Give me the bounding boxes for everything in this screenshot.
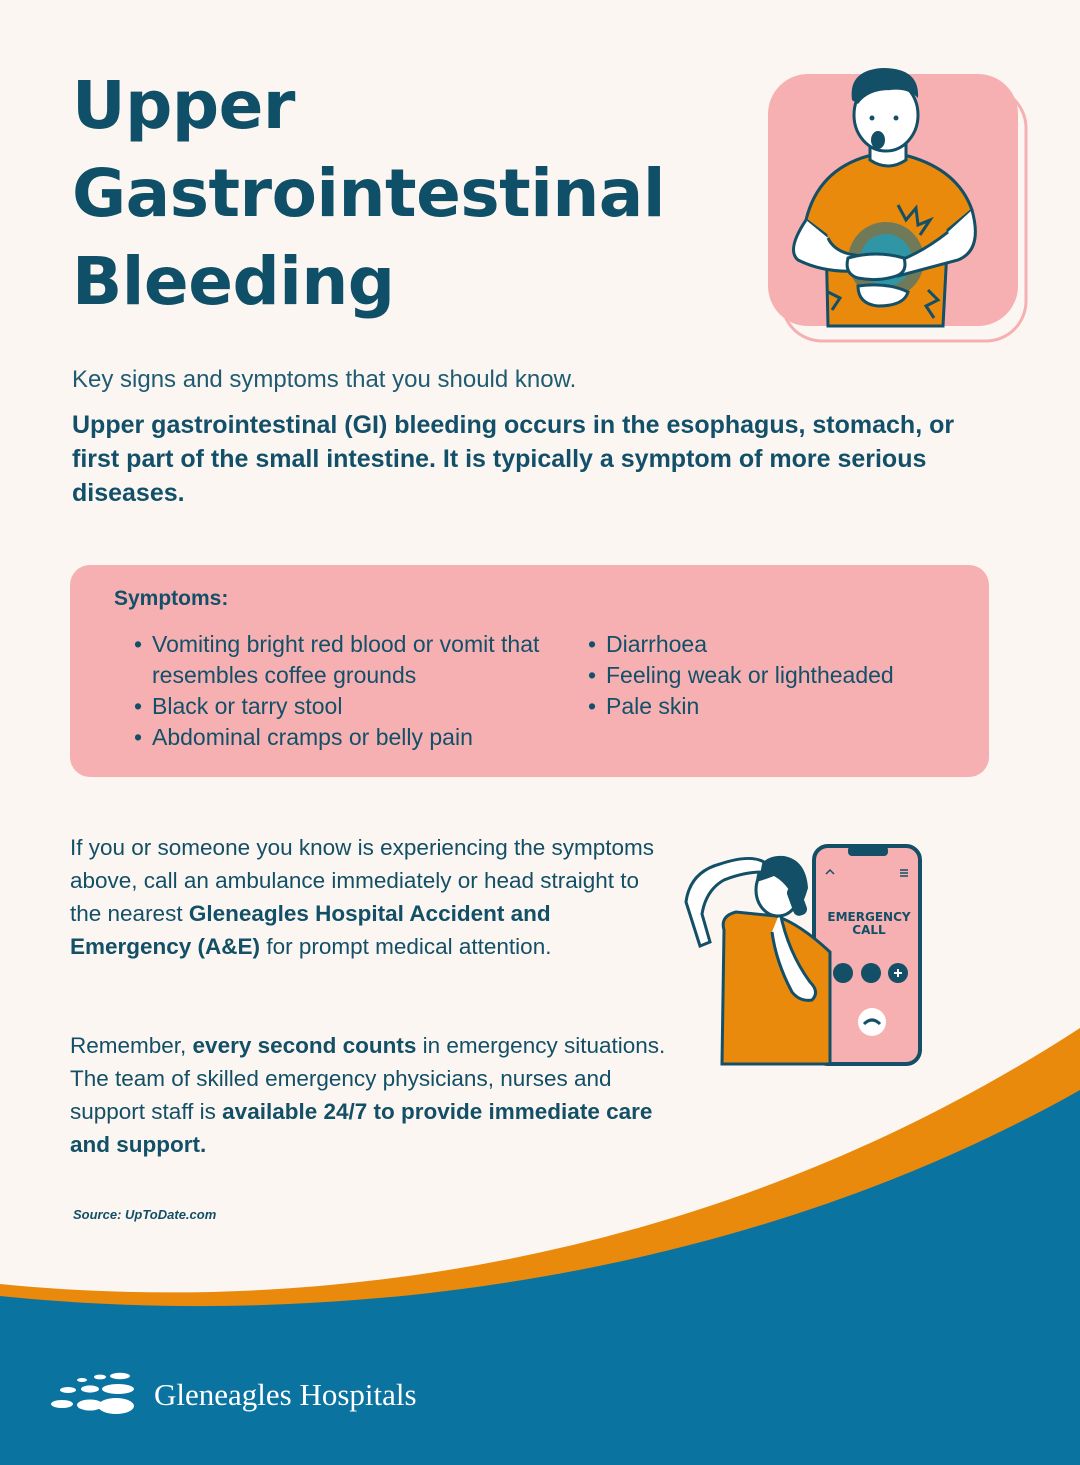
advice-text: If you or someone you know is experiencing the symptoms above, call an ambulance immediately or head straight to the nearest bbox=[70, 835, 655, 926]
hospital-ae-name: Gleneagles Hospital Accident and Emergency (A&E) bbox=[70, 901, 551, 959]
title-line-2: Gastrointestinal bbox=[72, 155, 665, 232]
intro-paragraph: Upper gastrointestinal (GI) bleeding occurs in the esophagus, stomach, or first part of the small intestine. It is typically a symptom of more serious diseases. bbox=[72, 411, 955, 507]
symptom-item: • Abdominal cramps or belly pain bbox=[134, 722, 554, 753]
emergency-label-line1: EMERGENCY bbox=[827, 910, 911, 924]
every-second-counts: every second counts bbox=[192, 1033, 417, 1058]
symptom-item: • Feeling weak or lightheaded bbox=[588, 660, 968, 691]
symptom-item: • Diarrhoea bbox=[588, 629, 968, 660]
subtitle: Key signs and symptoms that you should know. bbox=[72, 366, 577, 393]
gleneagles-logo-icon bbox=[50, 1372, 136, 1418]
source-citation: Source: UpToDate.com bbox=[73, 1207, 217, 1222]
reminder-text-mid: in emergency situations. The team of skilled emergency physicians, nurses and support staff is bbox=[70, 1033, 666, 1124]
title-line-1: Upper bbox=[72, 67, 295, 144]
symptom-item: • Pale skin bbox=[588, 691, 968, 722]
symptom-item: • Black or tarry stool bbox=[134, 691, 554, 722]
brand-logo bbox=[50, 1372, 417, 1418]
advice-text-end: for prompt medical attention. bbox=[260, 934, 552, 959]
symptom-item: • Vomiting bright red blood or vomit that resembles coffee grounds bbox=[134, 629, 554, 691]
title-line-3: Bleeding bbox=[72, 243, 395, 320]
emergency-label-line2: CALL bbox=[852, 923, 886, 937]
availability-text: available 24/7 to provide immediate care and support. bbox=[70, 1099, 653, 1157]
reminder-text: Remember, bbox=[70, 1033, 193, 1058]
symptoms-heading: Symptoms: bbox=[114, 587, 229, 610]
brand-name: Gleneagles Hospitals bbox=[154, 1377, 417, 1412]
